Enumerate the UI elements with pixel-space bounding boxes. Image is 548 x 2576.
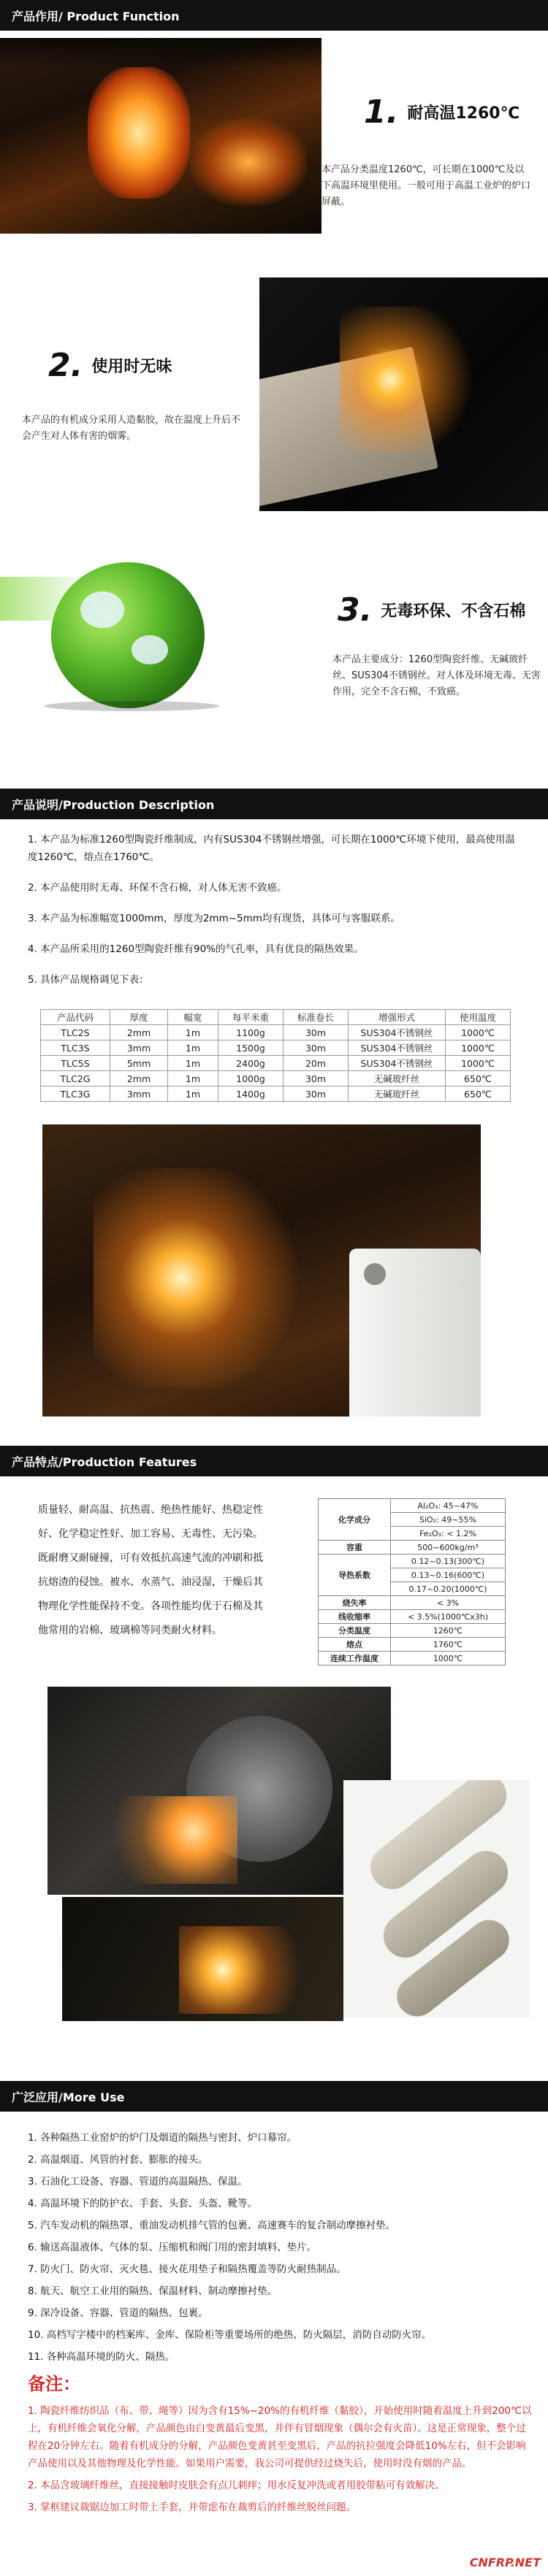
section-title: 产品说明/Production Description bbox=[12, 797, 215, 812]
feature-title: 耐高温1260℃ bbox=[407, 104, 520, 123]
property-value: Fe₂O₃: < 1.2% bbox=[391, 1527, 506, 1541]
table-cell: TLC5S bbox=[41, 1056, 110, 1071]
table-cell: 2mm bbox=[110, 1025, 168, 1040]
table-cell: SUS304不锈钢丝 bbox=[349, 1056, 446, 1071]
usage-item: 6. 输送高温液体、气体的泵、压缩机和阀门用的密封填料、垫片。 bbox=[28, 2242, 317, 2253]
property-value: 500~600kg/m³ bbox=[391, 1541, 506, 1555]
property-value: 1000℃ bbox=[391, 1652, 506, 1665]
usage-item: 4. 高温环境下的防护衣、手套、头套、头盔、靴等。 bbox=[28, 2198, 258, 2209]
table-cell: 1000℃ bbox=[446, 1040, 511, 1056]
table-cell: 1000℃ bbox=[446, 1025, 511, 1040]
table-row bbox=[41, 1040, 511, 1056]
properties-table-wrap bbox=[318, 1498, 506, 1665]
table-cell: 1000℃ bbox=[446, 1056, 511, 1071]
table-cell: 650℃ bbox=[446, 1086, 511, 1102]
property-key: 分类温度 bbox=[319, 1624, 391, 1638]
property-key: 容重 bbox=[319, 1541, 391, 1555]
section-header-function bbox=[0, 0, 548, 31]
property-key: 熔点 bbox=[319, 1638, 391, 1652]
feature-number: 1. bbox=[364, 93, 399, 131]
table-header: 使用温度 bbox=[446, 1010, 511, 1025]
table-cell: SUS304不锈钢丝 bbox=[349, 1040, 446, 1056]
usage-item: 7. 防火门、防火帘、灭火毯、接火花用垫子和隔热覆盖等防火耐热制品。 bbox=[28, 2263, 346, 2275]
usage-item: 8. 航天、航空工业用的隔热、保温材料、制动摩擦衬垫。 bbox=[28, 2285, 278, 2297]
usage-list bbox=[28, 2127, 539, 2368]
spec-table-wrap bbox=[40, 1009, 511, 1102]
property-value: 0.17~0.20(1000℃) bbox=[391, 1582, 506, 1596]
table-header: 增强形式 bbox=[349, 1010, 446, 1025]
table-cell: 30m bbox=[283, 1086, 349, 1102]
table-row bbox=[319, 1499, 506, 1513]
feature-desc: 本产品的有机成分采用人造黏胶，故在温度上升后不会产生对人体有害的烟雾。 bbox=[22, 415, 241, 442]
table-cell: TLC3S bbox=[41, 1040, 110, 1056]
notes-title: 备注： bbox=[28, 2374, 80, 2394]
table-row bbox=[319, 1596, 506, 1610]
description-item: 3. 本产品为标准幅宽1000mm，厚度为2mm~5mm均有现货，具体可与客服联系。 bbox=[28, 913, 400, 924]
section-title: 产品作用/ Product Function bbox=[12, 9, 180, 23]
usage-item: 2. 高温烟道、风管的衬套、膨胀的接头。 bbox=[28, 2154, 208, 2166]
table-cell: 无碱玻纤丝 bbox=[349, 1071, 446, 1086]
table-cell: 3mm bbox=[110, 1040, 168, 1056]
section-header-description bbox=[0, 789, 548, 819]
property-key: 导热系数 bbox=[319, 1555, 391, 1596]
sparks-cutting-photo bbox=[62, 1897, 343, 2021]
spec-table-header-row bbox=[41, 1010, 511, 1025]
description-item: 1. 本产品为标准1260型陶瓷纤维制成，内有SUS304不锈钢丝增强，可长期在1000℃环境下使用，最高使用温度1260℃，熔点在1760℃。 bbox=[28, 834, 515, 863]
property-value: 0.12~0.13(300℃) bbox=[391, 1555, 506, 1568]
feature-desc: 本产品分类温度1260℃，可长期在1000℃及以下高温环境里使用。一般可用于高温工业炉的炉口屏蔽。 bbox=[321, 164, 531, 207]
description-item: 5. 具体产品规格调见下表： bbox=[28, 974, 149, 986]
usage-item: 10. 高档写字楼中的档案库、金库、保险柜等重要场所的绝热、防火隔层，消防自动防火帘。 bbox=[28, 2329, 432, 2341]
description-list bbox=[28, 831, 525, 989]
feature-number: 3. bbox=[338, 591, 373, 629]
usage-item: 9. 深冷设备、容器、管道的隔热、包裹。 bbox=[28, 2307, 208, 2319]
feature-3-heading bbox=[338, 591, 525, 629]
table-cell: 3mm bbox=[110, 1086, 168, 1102]
note-item: 2. 本品含玻璃纤维丝，直接接触时皮肤会有点儿刺痒；用水反复冲洗或者用胶带粘可有效解决。 bbox=[28, 2480, 445, 2491]
table-header: 产品代码 bbox=[41, 1010, 110, 1025]
table-cell: 1100g bbox=[218, 1025, 283, 1040]
table-cell: 30m bbox=[283, 1025, 349, 1040]
table-cell: 30m bbox=[283, 1040, 349, 1056]
property-key: 线收缩率 bbox=[319, 1610, 391, 1624]
property-value: SiO₂: 49~55% bbox=[391, 1513, 506, 1527]
table-header: 标准卷长 bbox=[283, 1010, 349, 1025]
property-key: 化学成分 bbox=[319, 1499, 391, 1541]
spec-table bbox=[40, 1009, 511, 1102]
description-item: 4. 本产品所采用的1260型陶瓷纤维有90%的气孔率，具有优良的隔热效果。 bbox=[28, 943, 364, 955]
usage-item: 3. 石油化工设备、容器、管道的高温隔热、保温。 bbox=[28, 2176, 248, 2188]
table-cell: 650℃ bbox=[446, 1071, 511, 1086]
table-row bbox=[41, 1086, 511, 1102]
feature-desc: 本产品主要成分：1260型陶瓷纤维、无碱玻纤丝、SUS304不锈钢丝。对人体及环境无毒、无害作用，完全不含石棉，不致癌。 bbox=[332, 654, 541, 697]
table-cell: TLC3G bbox=[41, 1086, 110, 1102]
table-header: 每平米重 bbox=[218, 1010, 283, 1025]
table-row bbox=[319, 1638, 506, 1652]
table-cell: 无碱玻纤丝 bbox=[349, 1086, 446, 1102]
table-cell: 1500g bbox=[218, 1040, 283, 1056]
earth-tree-image bbox=[0, 526, 248, 716]
fabric-roll-photo bbox=[343, 1780, 530, 2017]
usage-item: 1. 各种隔热工业窑炉的炉门及烟道的隔热与密封、炉口幕帘。 bbox=[28, 2132, 297, 2144]
table-cell: TLC2G bbox=[41, 1071, 110, 1086]
table-cell: 2mm bbox=[110, 1071, 168, 1086]
property-value: 1260℃ bbox=[391, 1624, 506, 1638]
section-header-features bbox=[0, 1446, 548, 1476]
table-cell: 1m bbox=[168, 1040, 218, 1056]
table-cell: 1m bbox=[168, 1086, 218, 1102]
feature-title: 使用时无味 bbox=[91, 358, 172, 376]
table-cell: 20m bbox=[283, 1056, 349, 1071]
furnace-photo bbox=[0, 38, 321, 234]
property-value: 1760℃ bbox=[391, 1638, 506, 1652]
property-value: < 3% bbox=[391, 1596, 506, 1610]
sparks-photo bbox=[259, 277, 548, 511]
feature-1-heading bbox=[364, 93, 520, 131]
table-cell: TLC2S bbox=[41, 1025, 110, 1040]
features-text: 质量轻、耐高温、抗热震、绝热性能好、热稳定性好、化学稳定性好、加工容易、无毒性、无污染。既耐磨又耐碰撞，可有效抵抗高速气流的冲刷和抵抗熔渣的侵蚀。被水、水蒸气、油浸湿，干燥后其物理化学性能保持不变。各项性能均优于石棉及其他常用的岩棉、玻璃棉等同类耐火材料。 bbox=[38, 1504, 263, 1636]
section-header-usage bbox=[0, 2081, 548, 2112]
notes-list bbox=[28, 2402, 532, 2516]
table-row bbox=[319, 1541, 506, 1555]
property-key: 烧失率 bbox=[319, 1596, 391, 1610]
table-cell: 1m bbox=[168, 1071, 218, 1086]
property-key: 连续工作温度 bbox=[319, 1652, 391, 1665]
table-header: 厚度 bbox=[110, 1010, 168, 1025]
property-value: < 3.5%(1000℃x3h) bbox=[391, 1610, 506, 1624]
property-value: Al₂O₃: 45~47% bbox=[391, 1499, 506, 1513]
table-cell: 1400g bbox=[218, 1086, 283, 1102]
table-cell: SUS304不锈钢丝 bbox=[349, 1025, 446, 1040]
table-cell: 1000g bbox=[218, 1071, 283, 1086]
table-cell: 1m bbox=[168, 1056, 218, 1071]
section-title: 广泛应用/More Use bbox=[12, 2090, 125, 2104]
feature-2-heading bbox=[48, 347, 172, 384]
table-row bbox=[319, 1652, 506, 1665]
table-row bbox=[41, 1025, 511, 1040]
table-row bbox=[41, 1056, 511, 1071]
feature-number: 2. bbox=[48, 347, 83, 384]
grinding-photo bbox=[47, 1687, 391, 1895]
description-item: 2. 本产品使用时无毒、环保不含石棉，对人体无害不致癌。 bbox=[28, 882, 287, 894]
table-cell: 30m bbox=[283, 1071, 349, 1086]
property-value: 0.13~0.16(600℃) bbox=[391, 1568, 506, 1582]
table-cell: 1m bbox=[168, 1025, 218, 1040]
table-row bbox=[319, 1555, 506, 1568]
note-item: 3. 掌框建议裁锯边加工时带上手套，并带虑布在裁剪后的纤维丝脱丝问题。 bbox=[28, 2502, 357, 2513]
feature-title: 无毒环保、不含石棉 bbox=[381, 602, 526, 621]
watermark: CNFRP.NET bbox=[469, 2556, 541, 2569]
section-title: 产品特点/Production Features bbox=[12, 1454, 197, 1469]
spark-grinding-photo bbox=[42, 1124, 481, 1417]
usage-item: 11. 各种高温环境的防火、隔热。 bbox=[28, 2351, 175, 2363]
table-row bbox=[319, 1610, 506, 1624]
usage-item: 5. 汽车发动机的隔热罩、重油发动机排气管的包裹、高速赛车的复合制动摩擦衬垫。 bbox=[28, 2220, 396, 2231]
table-cell: 2400g bbox=[218, 1056, 283, 1071]
note-item: 1. 陶瓷纤维纺织品（布、带、绳等）因为含有15%~20%的有机纤维（黏胶），开始使用时随着温度上升到200℃以上，有机纤维会氧化分解，产品颜色由白变黄最后变黑，并伴有冒烟现象（偶尔会有火苗）。这是正常现象，整个过程在20分钟左右。随着有机成分的分解，产品颜色变黄甚至变黑后，产品的抗拉强度会降低10%左右，但不会影响产品使用以及其他物理及化学性能。如果用户需要，我公司可提供经过烧失后，使用时没有烟的产品。 bbox=[28, 2405, 532, 2469]
table-cell: 5mm bbox=[110, 1056, 168, 1071]
properties-table bbox=[318, 1498, 506, 1665]
table-row bbox=[319, 1624, 506, 1638]
table-row bbox=[41, 1071, 511, 1086]
table-header: 幅宽 bbox=[168, 1010, 218, 1025]
